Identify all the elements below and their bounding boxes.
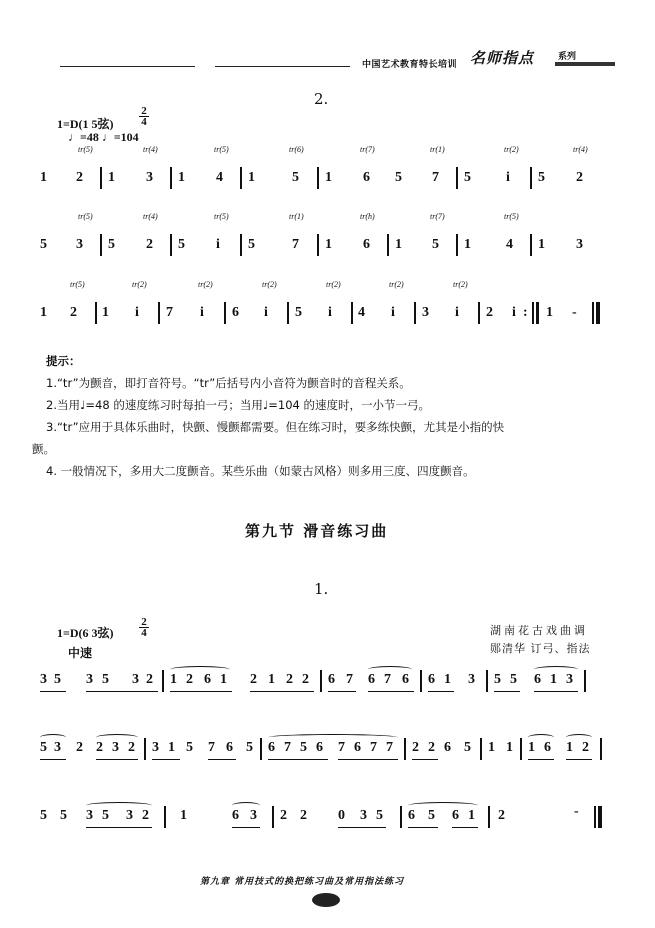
note: 6 [402, 672, 409, 687]
note: 6 [268, 740, 275, 755]
note: 5 [464, 740, 471, 755]
note: 2 [280, 808, 287, 823]
tips-item: 3.“tr”应用于具体乐曲时，快颤、慢颤都需要。但在练习时，要多练快颤，尤其是小指的快 [46, 420, 505, 434]
beam [368, 691, 414, 692]
note: 1 [180, 808, 187, 823]
note: 5 [432, 237, 439, 252]
barline [95, 302, 97, 324]
beam [338, 827, 386, 828]
barline-final [596, 302, 600, 324]
beam [96, 759, 138, 760]
piece2-time-signature [139, 617, 149, 638]
ornament: tr(2) [198, 280, 213, 289]
barline [600, 738, 602, 760]
note: 6 [354, 740, 361, 755]
ornament: tr(h) [360, 212, 375, 221]
note: 3 [152, 740, 159, 755]
note: 1 [444, 672, 451, 687]
repeat-sign: : [523, 305, 528, 320]
barline [240, 167, 242, 189]
note: 1 [546, 305, 553, 320]
beam [534, 691, 578, 692]
beam [328, 691, 356, 692]
section-title: 第九节 滑音练习曲 [245, 522, 389, 540]
slur [566, 734, 592, 741]
note: 1 [325, 170, 332, 185]
note: 3 [40, 672, 47, 687]
note: 0 [338, 808, 345, 823]
ornament: tr(7) [360, 145, 375, 154]
ornament: tr(6) [289, 145, 304, 154]
barline-heavy [536, 302, 539, 324]
barline [224, 302, 226, 324]
ornament: tr(2) [453, 280, 468, 289]
note: 3 [126, 808, 133, 823]
note: 5 [108, 237, 115, 252]
piece2-arranger: 郧清华 订弓、指法 [490, 642, 591, 655]
note: 3 [86, 808, 93, 823]
note: 2 [286, 672, 293, 687]
note: 6 [232, 808, 239, 823]
note: 5 [295, 305, 302, 320]
barline [320, 670, 322, 692]
note: 3 [146, 170, 153, 185]
slur [170, 666, 230, 673]
piece2-tempo: 中速 [68, 646, 93, 660]
note: 1 [40, 170, 47, 185]
barline [260, 738, 262, 760]
note: 2 [498, 808, 505, 823]
ornament: tr(5) [78, 212, 93, 221]
note: 7 [338, 740, 345, 755]
note: i [506, 170, 510, 185]
beam [412, 759, 438, 760]
note: - [572, 305, 577, 320]
note: 7 [284, 740, 291, 755]
note: 1 [170, 672, 177, 687]
note: i [216, 237, 220, 252]
beam [250, 691, 314, 692]
slur [368, 666, 412, 673]
ornament: tr(2) [326, 280, 341, 289]
ornament: tr(1) [289, 212, 304, 221]
beam [86, 827, 152, 828]
ornament: tr(4) [573, 145, 588, 154]
note: 2 [428, 740, 435, 755]
note: 3 [132, 672, 139, 687]
note: 1 [550, 672, 557, 687]
piece1-time-signature [139, 106, 149, 127]
note: 2 [76, 740, 83, 755]
slur [232, 802, 260, 809]
slur [96, 734, 138, 741]
note: 3 [576, 237, 583, 252]
beam [170, 691, 232, 692]
barline [486, 670, 488, 692]
note: 3 [566, 672, 573, 687]
note: 1 [102, 305, 109, 320]
note: 2 [300, 808, 307, 823]
note: 6 [316, 740, 323, 755]
header-series-text: 中国艺术教育特长培训 [362, 60, 458, 70]
barline [164, 806, 166, 828]
note: 1 [506, 740, 513, 755]
note: 3 [422, 305, 429, 320]
ornament: tr(2) [389, 280, 404, 289]
note: 3 [76, 237, 83, 252]
barline [100, 167, 102, 189]
barline [592, 302, 594, 324]
note: 2 [70, 305, 77, 320]
barline [170, 167, 172, 189]
note: 5 [102, 808, 109, 823]
slur [268, 734, 398, 741]
piece1-tempo: ♩=48 ♩=104 [68, 130, 139, 144]
piece1-time-bottom: 4 [141, 116, 147, 128]
note: 3 [86, 672, 93, 687]
note: 2 [412, 740, 419, 755]
barline [272, 806, 274, 828]
note: 7 [292, 237, 299, 252]
note: 3 [360, 808, 367, 823]
ornament: tr(2) [504, 145, 519, 154]
note: 6 [328, 672, 335, 687]
note: 5 [248, 237, 255, 252]
note: 6 [428, 672, 435, 687]
barline [100, 234, 102, 256]
note: 3 [468, 672, 475, 687]
note: 2 [146, 672, 153, 687]
note: 5 [300, 740, 307, 755]
barline [158, 302, 160, 324]
note: 2 [250, 672, 257, 687]
note: 2 [128, 740, 135, 755]
note: 7 [432, 170, 439, 185]
note: 2 [186, 672, 193, 687]
beam [566, 759, 592, 760]
barline [404, 738, 406, 760]
note: 6 [452, 808, 459, 823]
slur [528, 734, 554, 741]
note: i [264, 305, 268, 320]
note: 2 [142, 808, 149, 823]
note: 2 [146, 237, 153, 252]
beam [494, 691, 520, 692]
note: 4 [216, 170, 223, 185]
piece1-row-1 [40, 145, 620, 205]
note: 6 [444, 740, 451, 755]
note: 5 [60, 808, 67, 823]
barline [594, 806, 596, 828]
beam [40, 759, 66, 760]
piece1-time-top: 2 [141, 105, 147, 117]
note: 7 [386, 740, 393, 755]
piece1-key: 1=D(1 5弦) [57, 117, 114, 131]
ornament: tr(1) [430, 145, 445, 154]
slur [40, 734, 66, 741]
note: 5 [186, 740, 193, 755]
ornament: tr(5) [214, 145, 229, 154]
barline [240, 234, 242, 256]
ornament: tr(2) [262, 280, 277, 289]
note: 5 [292, 170, 299, 185]
note: 4 [506, 237, 513, 252]
slur [534, 666, 578, 673]
piece2-key: 1=D(6 3弦) [57, 626, 114, 640]
note: 1 [325, 237, 332, 252]
note: i [200, 305, 204, 320]
note: 6 [226, 740, 233, 755]
note: 7 [346, 672, 353, 687]
note: i [391, 305, 395, 320]
header-brand-suffix: 系列 [558, 52, 577, 62]
note: 5 [54, 672, 61, 687]
note: 7 [208, 740, 215, 755]
barline [317, 234, 319, 256]
note: 6 [408, 808, 415, 823]
note: 6 [368, 672, 375, 687]
note: 1 [528, 740, 535, 755]
piece1-row-3 [40, 280, 620, 340]
note: 6 [544, 740, 551, 755]
piece2-row-3 [40, 796, 620, 856]
beam [452, 827, 478, 828]
piece2-row-2 [40, 728, 620, 788]
note: 2 [302, 672, 309, 687]
note: 1 [40, 305, 47, 320]
piece2-time-top: 2 [141, 616, 147, 628]
ornament: tr(5) [78, 145, 93, 154]
barline [456, 234, 458, 256]
tips-item: 4. 一般情况下，多用大二度颤音。某些乐曲（如蒙古风格）则多用三度、四度颤音。 [46, 464, 475, 478]
note: 6 [534, 672, 541, 687]
barline-final [598, 806, 602, 828]
barline [456, 167, 458, 189]
barline [520, 738, 522, 760]
beam [232, 827, 260, 828]
ornament: tr(5) [214, 212, 229, 221]
tips-item: 1.“tr”为颤音，即打音符号。“tr”后括号内小音符为颤音时的音程关系。 [46, 376, 411, 390]
note: 1 [538, 237, 545, 252]
note: 5 [40, 740, 47, 755]
tips-block [32, 350, 616, 482]
beam [428, 691, 454, 692]
beam [408, 827, 438, 828]
note: 1 [468, 808, 475, 823]
beam [208, 759, 236, 760]
piece2-time-bottom: 4 [141, 627, 147, 639]
slur [408, 802, 478, 809]
tips-item: 2.当用♩=48 的速度练习时每拍一弓；当用♩=104 的速度时，一小节一弓。 [46, 398, 430, 412]
barline [480, 738, 482, 760]
note: 6 [232, 305, 239, 320]
note: i [512, 305, 516, 320]
note: - [574, 804, 579, 819]
beam [338, 759, 398, 760]
header-rule-mid [215, 66, 350, 67]
beam [152, 759, 180, 760]
note: 6 [363, 237, 370, 252]
barline [170, 234, 172, 256]
tips-heading: 提示： [46, 354, 81, 368]
barline [351, 302, 353, 324]
note: 5 [246, 740, 253, 755]
note: 5 [40, 808, 47, 823]
note: 6 [204, 672, 211, 687]
barline [532, 302, 534, 324]
header-brand-underline [555, 62, 615, 66]
barline [400, 806, 402, 828]
barline [584, 670, 586, 692]
barline [144, 738, 146, 760]
note: 7 [166, 305, 173, 320]
beam [86, 691, 158, 692]
ornament: tr(5) [70, 280, 85, 289]
ornament: tr(4) [143, 212, 158, 221]
ornament: tr(2) [132, 280, 147, 289]
piece2-source: 湖南花古戏曲调 [490, 624, 588, 637]
header-brand: 名师指点 [470, 49, 535, 67]
note: 7 [370, 740, 377, 755]
note: 1 [268, 672, 275, 687]
note: 5 [510, 672, 517, 687]
note: 5 [494, 672, 501, 687]
barline [387, 234, 389, 256]
note: 5 [40, 237, 47, 252]
note: 1 [220, 672, 227, 687]
note: 1 [168, 740, 175, 755]
barline [420, 670, 422, 692]
beam [40, 691, 66, 692]
note: 1 [395, 237, 402, 252]
note: i [135, 305, 139, 320]
ornament: tr(5) [504, 212, 519, 221]
barline [530, 167, 532, 189]
note: 1 [566, 740, 573, 755]
note: 3 [54, 740, 61, 755]
note: 2 [486, 305, 493, 320]
slur [86, 802, 152, 809]
note: 2 [76, 170, 83, 185]
note: 3 [250, 808, 257, 823]
note: 5 [102, 672, 109, 687]
barline [488, 806, 490, 828]
barline [162, 670, 164, 692]
note: 1 [248, 170, 255, 185]
piece1-number: 2. [314, 90, 329, 108]
footer-text: 第九章 常用技式的换把练习曲及常用指法练习 [200, 877, 405, 887]
beam [268, 759, 328, 760]
note: 5 [395, 170, 402, 185]
beam [528, 759, 554, 760]
page-number-oval [312, 893, 340, 907]
note: i [455, 305, 459, 320]
note: 1 [488, 740, 495, 755]
note: 7 [384, 672, 391, 687]
note: 1 [108, 170, 115, 185]
note: 5 [428, 808, 435, 823]
note: 5 [538, 170, 545, 185]
note: 1 [464, 237, 471, 252]
note: i [328, 305, 332, 320]
barline [317, 167, 319, 189]
piece2-number: 1. [314, 580, 329, 598]
barline [287, 302, 289, 324]
piece1-row-2 [40, 212, 620, 272]
note: 5 [178, 237, 185, 252]
note: 2 [96, 740, 103, 755]
ornament: tr(7) [430, 212, 445, 221]
header-rule-left [60, 66, 195, 67]
note: 3 [112, 740, 119, 755]
piece2-row-1 [40, 660, 620, 720]
note: 2 [576, 170, 583, 185]
tips-item: 颤。 [32, 442, 55, 456]
note: 5 [464, 170, 471, 185]
note: 2 [582, 740, 589, 755]
note: 5 [376, 808, 383, 823]
note: 4 [358, 305, 365, 320]
barline [414, 302, 416, 324]
note: 6 [363, 170, 370, 185]
barline [530, 234, 532, 256]
ornament: tr(4) [143, 145, 158, 154]
barline [478, 302, 480, 324]
note: 1 [178, 170, 185, 185]
